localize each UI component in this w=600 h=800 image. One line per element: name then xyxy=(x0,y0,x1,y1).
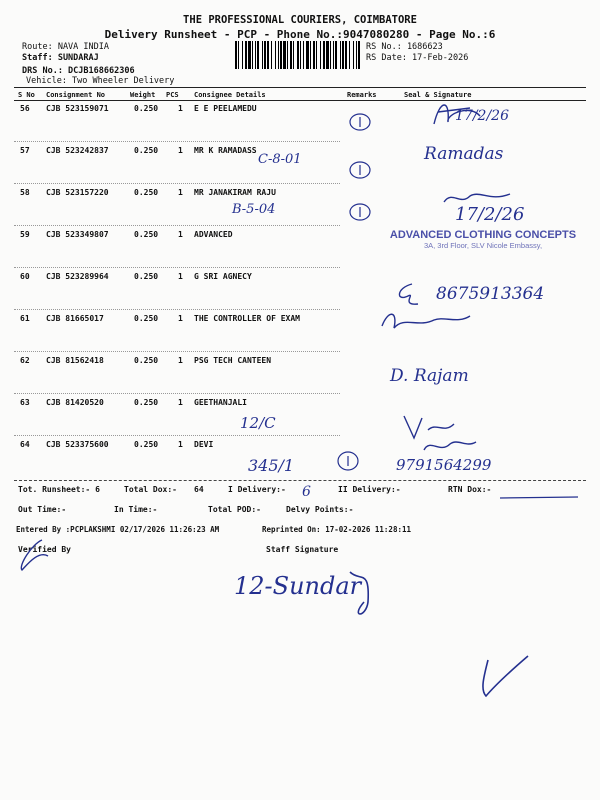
row-consignee: ADVANCED xyxy=(194,230,233,239)
handwritten-signature: Ramadas xyxy=(424,144,504,164)
row-weight: 0.250 xyxy=(134,188,159,197)
handwritten-note: C-8-01 xyxy=(258,152,302,167)
vehicle-label: Vehicle: Two Wheeler Delivery xyxy=(26,76,175,86)
route-label: Route: NAVA INDIA xyxy=(22,42,109,52)
handwritten-count: 6 xyxy=(302,484,311,500)
rtn-dox-label: RTN Dox:- xyxy=(448,485,492,494)
handwritten-date: 17/2/26 xyxy=(455,108,509,124)
drs-number: DRS No.: DCJB168662306 xyxy=(22,66,135,76)
delvy-points-label: Delvy Points:- xyxy=(286,505,354,514)
company-stamp xyxy=(388,229,578,250)
row-pcs: 1 xyxy=(178,398,183,407)
remark-circle-mark xyxy=(348,112,372,132)
runsheet-subtitle: Delivery Runsheet - PCP - Phone No.:9047080280 - Page No.:6 xyxy=(104,28,496,41)
staff-signature-label: Staff Signature xyxy=(266,545,339,554)
row-weight: 0.250 xyxy=(134,398,159,407)
col-remarks: Remarks xyxy=(347,91,377,99)
row-weight: 0.250 xyxy=(134,356,159,365)
row-consignee: MR JANAKIRAM RAJU xyxy=(194,188,276,197)
remark-circle-mark xyxy=(336,450,360,472)
verified-by-label: Verified By xyxy=(18,545,71,554)
row-weight: 0.250 xyxy=(134,230,159,239)
stamp-name: ADVANCED CLOTHING CONCEPTS xyxy=(389,229,577,241)
stamp-address: 3A, 3rd Floor, SLV Nicole Embassy, xyxy=(423,241,543,250)
row-consignment: CJB 523157220 xyxy=(46,188,109,197)
col-consignee: Consignee Details xyxy=(194,91,266,99)
row-sno: 56 xyxy=(20,104,30,113)
staff-signature: 12-Sundar xyxy=(234,572,362,600)
row-consignment: CJB 81665017 xyxy=(46,314,104,323)
ii-delivery-label: II Delivery:- xyxy=(338,485,401,494)
rs-date: RS Date: 17-Feb-2026 xyxy=(366,53,469,63)
row-sno: 59 xyxy=(20,230,30,239)
ink-stroke xyxy=(498,494,580,502)
col-sno: S No xyxy=(18,91,35,99)
row-weight: 0.250 xyxy=(134,146,159,155)
verified-scribble xyxy=(12,536,52,572)
col-consignment: Consignment No xyxy=(46,91,106,99)
row-consignee: G SRI AGNECY xyxy=(194,272,252,281)
handwritten-signature: D. Rajam xyxy=(390,366,469,386)
total-dox-label: Total Dox:- xyxy=(124,485,177,494)
row-consignment: CJB 523289964 xyxy=(46,272,109,281)
handwritten-phone: 8675913364 xyxy=(436,284,545,304)
signature-scribble xyxy=(378,306,478,336)
row-consignee: DEVI xyxy=(194,440,214,449)
row-consignee: MR K RAMADASS xyxy=(194,146,257,155)
entered-by: Entered By :PCPLAKSHMI 02/17/2026 11:26:23 AM xyxy=(16,525,220,534)
signature-scribble xyxy=(420,436,480,458)
handwritten-note: B-5-04 xyxy=(232,202,276,217)
row-consignee: THE CONTROLLER OF EXAM xyxy=(194,314,300,323)
row-sno: 58 xyxy=(20,188,30,197)
row-consignment: CJB 81420520 xyxy=(46,398,104,407)
row-pcs: 1 xyxy=(178,356,183,365)
row-consignee: E E PEELAMEDU xyxy=(194,104,257,113)
handwritten-phone: 9791564299 xyxy=(396,456,492,474)
footer-divider xyxy=(14,480,586,482)
table-row xyxy=(0,352,600,394)
total-dox-value: 64 xyxy=(194,485,204,494)
header-divider-top xyxy=(14,87,586,88)
row-pcs: 1 xyxy=(178,272,183,281)
row-consignment: CJB 523159071 xyxy=(46,104,109,113)
out-time-label: Out Time:- xyxy=(18,505,67,514)
row-pcs: 1 xyxy=(178,146,183,155)
signature-scribble xyxy=(392,282,422,308)
barcode xyxy=(235,41,361,69)
company-title: THE PROFESSIONAL COURIERS, COIMBATORE xyxy=(183,14,417,26)
row-weight: 0.250 xyxy=(134,314,159,323)
row-sno: 64 xyxy=(20,440,30,449)
handwritten-date: 17/2/26 xyxy=(455,204,525,225)
in-time-label: In Time:- xyxy=(114,505,158,514)
remark-circle-mark xyxy=(348,160,372,180)
table-row xyxy=(0,310,600,352)
col-weight: Weight xyxy=(130,91,156,99)
row-sno: 61 xyxy=(20,314,30,323)
handwritten-note: 12/C xyxy=(240,414,276,432)
row-consignee: GEETHANJALI xyxy=(194,398,247,407)
ink-check-mark xyxy=(474,652,534,702)
row-pcs: 1 xyxy=(178,230,183,239)
table-row xyxy=(0,436,600,478)
col-pcs: PCS xyxy=(166,91,179,99)
staff-label: Staff: SUNDARAJ xyxy=(22,53,99,63)
row-consignment: CJB 523242837 xyxy=(46,146,109,155)
row-pcs: 1 xyxy=(178,440,183,449)
reprinted-on: Reprinted On: 17-02-2026 11:28:11 xyxy=(262,525,412,534)
row-weight: 0.250 xyxy=(134,440,159,449)
row-sno: 63 xyxy=(20,398,30,407)
signature-scribble xyxy=(340,562,390,622)
row-consignment: CJB 523375600 xyxy=(46,440,109,449)
row-sno: 57 xyxy=(20,146,30,155)
col-seal-signature: Seal & Signature xyxy=(404,91,472,99)
row-sno: 60 xyxy=(20,272,30,281)
handwritten-note: 345/1 xyxy=(248,456,295,475)
total-pod-label: Total POD:- xyxy=(208,505,261,514)
row-consignee: PSG TECH CANTEEN xyxy=(194,356,272,365)
row-sno: 62 xyxy=(20,356,30,365)
row-pcs: 1 xyxy=(178,314,183,323)
row-weight: 0.250 xyxy=(134,272,159,281)
row-consignment: CJB 81562418 xyxy=(46,356,104,365)
table-row xyxy=(0,394,600,436)
row-consignment: CJB 523349807 xyxy=(46,230,109,239)
row-pcs: 1 xyxy=(178,104,183,113)
row-weight: 0.250 xyxy=(134,104,159,113)
tot-runsheet: Tot. Runsheet:- 6 xyxy=(18,485,100,494)
remark-circle-mark xyxy=(348,202,372,222)
rs-number: RS No.: 1686623 xyxy=(366,42,443,52)
i-delivery-label: I Delivery:- xyxy=(228,485,286,494)
row-pcs: 1 xyxy=(178,188,183,197)
